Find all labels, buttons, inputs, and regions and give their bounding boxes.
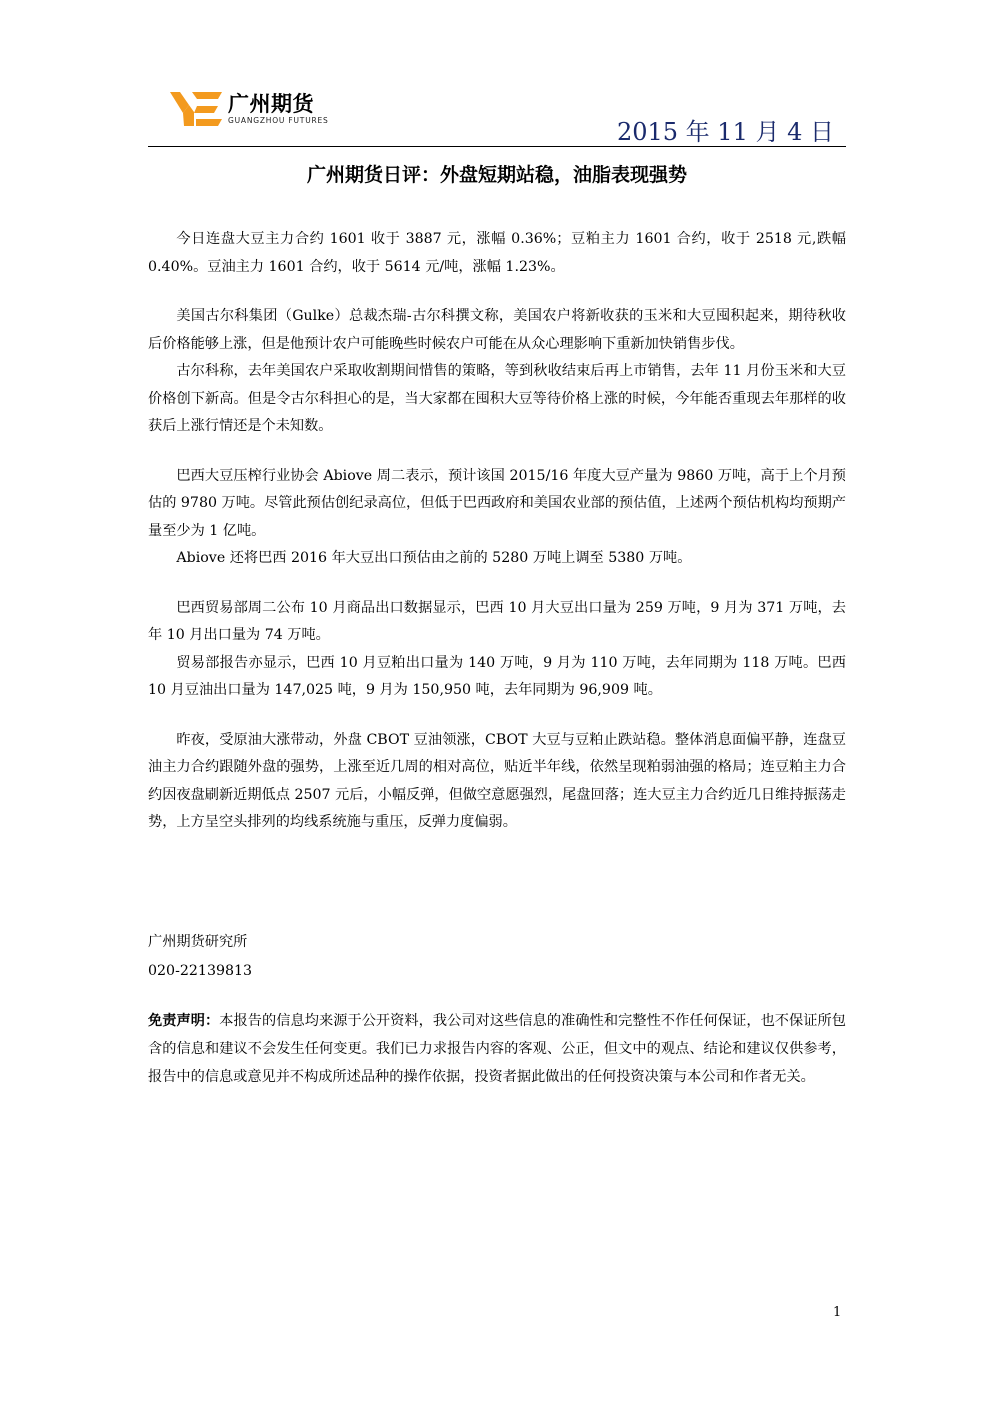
phone-number: 020-22139813 [148,962,253,979]
page-header [148,86,846,148]
header-rule [148,146,846,147]
report-title: 广州期货日评：外盘短期站稳，油脂表现强势 [306,164,687,186]
paragraph: 巴西大豆压榨行业协会 Abiove 周二表示，预计该国 2015/16 年度大豆产量为 9860 万吨，高于上个月预估的 9780 万吨。尽管此预估创纪录高位，但低于巴西政府和美国农业部的预估值，上述两个预估机构均预期产量至少为 1 亿吨。 [148,467,846,539]
org-name: 广州期货研究所 [148,934,248,950]
contact-block [148,928,846,985]
spacer [148,281,846,303]
paragraph: 巴西贸易部周二公布 10 月商品出口数据显示，巴西 10 月大豆出口量为 259 万吨，9 月为 371 万吨，去年 10 月出口量为 74 万吨。 [148,599,846,643]
report-body [148,226,846,837]
paragraph: 古尔科称，去年美国农户采取收割期间惜售的策略，等到秋收结束后再上市销售，去年 11 月份玉米和大豆价格创下新高。但是令古尔科担心的是，当大家都在囤积大豆等待价格上涨的时候，今年能否重现去年那样的收获后上涨行情还是个未知数。 [148,363,846,434]
spacer [148,441,846,463]
spacer [148,573,846,595]
report-date: 2015 年 11 月 4 日 [616,118,834,146]
paragraph: 贸易部报告亦显示，巴西 10 月豆粕出口量为 140 万吨，9 月为 110 万吨，去年同期为 118 万吨。巴西 10 月豆油出口量为 147,025 吨，9 月为 150,950 吨，去年同期为 96,909 吨。 [148,654,846,698]
paragraph: 美国古尔科集团（Gulke）总裁杰瑞-古尔科撰文称，美国农户将新收获的玉米和大豆囤积起来，期待秋收后价格能够上涨，但是他预计农户可能晚些时候农户可能在从众心理影响下重新加快销售步伐。 [148,308,846,352]
disclaimer-text: 本报告的信息均来源于公开资料，我公司对这些信息的准确性和完整性不作任何保证，也不保证所包含的信息和建议不会发生任何变更。我们已力求报告内容的客观、公正，但文中的观点、结论和建议仅供参考，报告中的信息或意见并不构成所述品种的操作依据，投资者据此做出的任何投资决策与本公司和作者无关。 [148,1013,846,1085]
disclaimer-label: 免责声明： [148,1013,220,1029]
disclaimer [148,1007,846,1091]
company-logo-icon [170,90,222,128]
page-number: 1 [833,1305,842,1320]
paragraph: Abiove 还将巴西 2016 年大豆出口预估由之前的 5280 万吨上调至 5380 万吨。 [176,550,692,566]
logo-name-en: GUANGZHOU FUTURES [228,116,329,125]
spacer [148,705,846,727]
company-logo [170,86,340,131]
logo-name-cn: 广州期货 [228,92,314,116]
paragraph: 昨夜，受原油大涨带动，外盘 CBOT 豆油领涨，CBOT 大豆与豆粕止跌站稳。整体消息面偏平静，连盘豆油主力合约跟随外盘的强势，上涨至近几周的相对高位，贴近半年线，依然呈现粕弱油强的格局；连豆粕主力合约因夜盘刷新近期低点 2507 元后，小幅反弹，但做空意愿强烈，尾盘回落；连大豆主力合约近几日维持振荡走势，上方呈空头排列的均线系统施与重压，反弹力度偏弱。 [148,731,846,830]
paragraph: 今日连盘大豆主力合约 1601 收于 3887 元，涨幅 0.36%；豆粕主力 1601 合约，收于 2518 元,跌幅 0.40%。豆油主力 1601 合约，收于 5614 元/吨，涨幅 1.23%。 [148,231,846,275]
